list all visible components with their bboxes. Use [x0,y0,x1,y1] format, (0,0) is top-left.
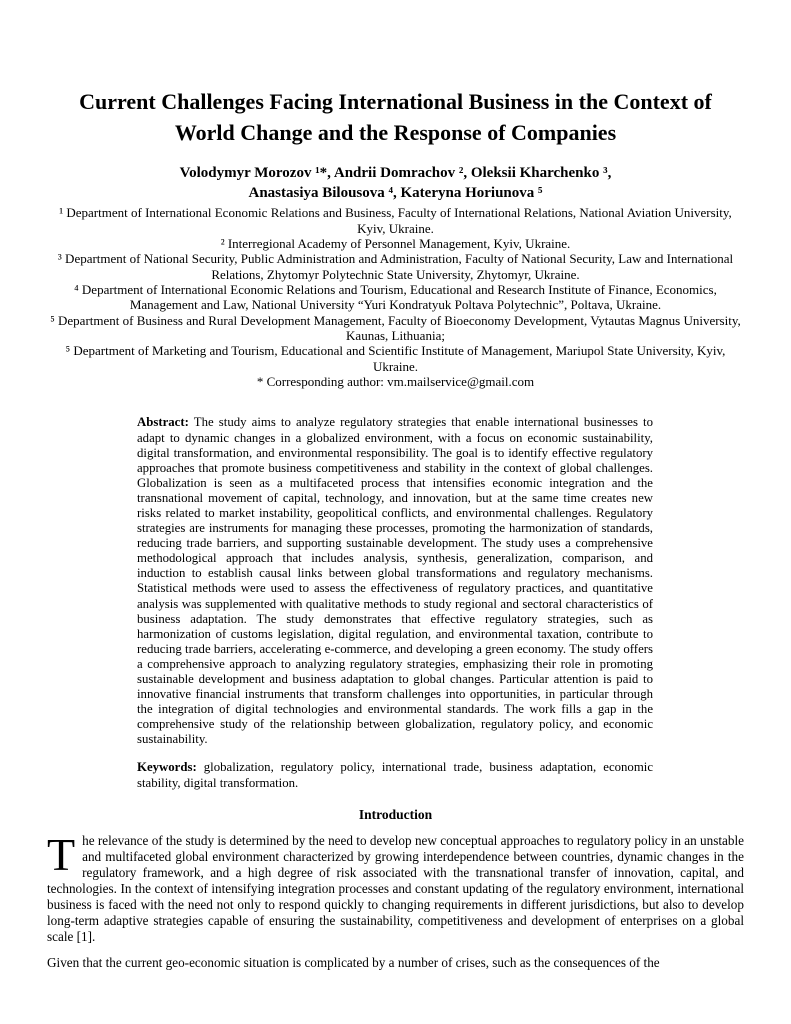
affiliation-line-5: ⁵ Department of Business and Rural Development Management, Faculty of Bioeconomy Development, Vytautas Magnus University, Kaunas, Lithuania; [50,312,741,344]
intro-paragraph [47,828,744,946]
drop-cap: T [47,828,76,880]
authors-line-2: Anastasiya Bilousova ⁴, Kateryna Horiunova ⁵ [248,184,543,201]
second-paragraph: Given that the current geo-economic situation is complicated by a number of crises, such as the consequences of the [47,955,660,971]
abstract-text: The study aims to analyze regulatory strategies that enable international businesses to adapt to dynamic changes in a globalized environment, with a focus on economic sustainability, digital transformation, and environmental responsibility. The goal is to identify effective regulatory approaches that promote business competitiveness and stability in the context of global challenges. Globalization is seen as a multifaceted process that intensifies economic integration and the transnational movement of capital, technology, and innovation, but at the same time creates new risks related to market instability, geopolitical conflicts, and environmental challenges. Regulatory strategies are instruments for managing these processes, promoting the harmonization of standards, reducing trade barriers, and supporting sustainable development. The study uses a comprehensive methodological approach that includes analysis, synthesis, generalization, comparison, and induction to establish causal links between global transformations and regulatory mechanisms. Statistical methods were used to assess the effectiveness of regulatory practices, and quantitative analysis was supplemented with qualitative methods to study regional and sectoral characteristics of business adaptation. The study demonstrates that effective regulatory strategies, such as harmonization of customs legislation, digital regulation, and environmental taxation, contribute to reducing trade barriers, accelerating e-commerce, and developing a green economy. The study offers a comprehensive approach to analyzing regulatory strategies, emphasizing their role in promoting sustainable development and business adaptation to global changes. Particular attention is paid to innovative financial instruments that transform challenges into opportunities, in particular through the integration of digital technologies and environmental standards. The work fills a gap in the comprehensive study of the relationship between globalization, regulatory policy, and economic sustainability. [137,415,653,747]
affiliation-line-3: ³ Department of National Security, Public Administration and Administration, Faculty of National Security, Law and International Relations, Zhytomyr Polytechnic State University, Zhytomyr, Ukraine. [57,251,734,282]
abstract-section [137,415,653,747]
intro-paragraph-text: he relevance of the study is determined by the need to develop new conceptual approaches to regulatory policy in an unstable and multifaceted global environment characterized by growing interdependence between countries, dynamic changes in the regulatory framework, and a high degree of risk associated with the transnational transfer of innovation, capital, and technologies. In the context of intensifying integration processes and constant updating of the regulatory environment, international business is faced with the need not only to respond quickly to changing requirements in different jurisdictions, but also to develop long-term adaptive strategies capable of ensuring the sustainability, competitiveness and development of enterprises on a global scale [1]. [47,832,744,945]
keywords-label: Keywords: [137,760,197,775]
paper-title: Current Challenges Facing International Business in the Context of World Change and the Response of Companies [79,89,712,146]
affiliation-line-4: ⁴ Department of International Economic Relations and Tourism, Educational and Research Institute of Finance, Economics, Management and Law, National University “Yuri Kondratyuk Poltava Polytechnic”, Poltava, Ukraine. [74,282,717,313]
authors-line-1: Volodymyr Morozov ¹*, Andrii Domrachov ², Oleksii Kharchenko ³, [179,165,612,182]
section-heading-introduction: Introduction [358,806,433,822]
keywords-section [137,760,653,790]
abstract-label: Abstract: [137,415,189,430]
keywords-text: globalization, regulatory policy, international trade, business adaptation, economic stability, digital transformation. [137,760,654,790]
authors-block [47,164,744,203]
corresponding-author-line: * Corresponding author: vm.mailservice@gmail.com [256,374,535,390]
affiliation-line-2: ² Interregional Academy of Personnel Management, Kyiv, Ukraine. [220,236,571,252]
affiliation-line-6: ⁵ Department of Marketing and Tourism, Educational and Scientific Institute of Management, Mariupol State University, Kyiv, Ukraine. [65,343,726,374]
affiliation-line-1: ¹ Department of International Economic Relations and Business, Faculty of International Relations, National Aviation University, Kyiv, Ukraine. [59,205,732,236]
affiliations-block [47,205,744,389]
